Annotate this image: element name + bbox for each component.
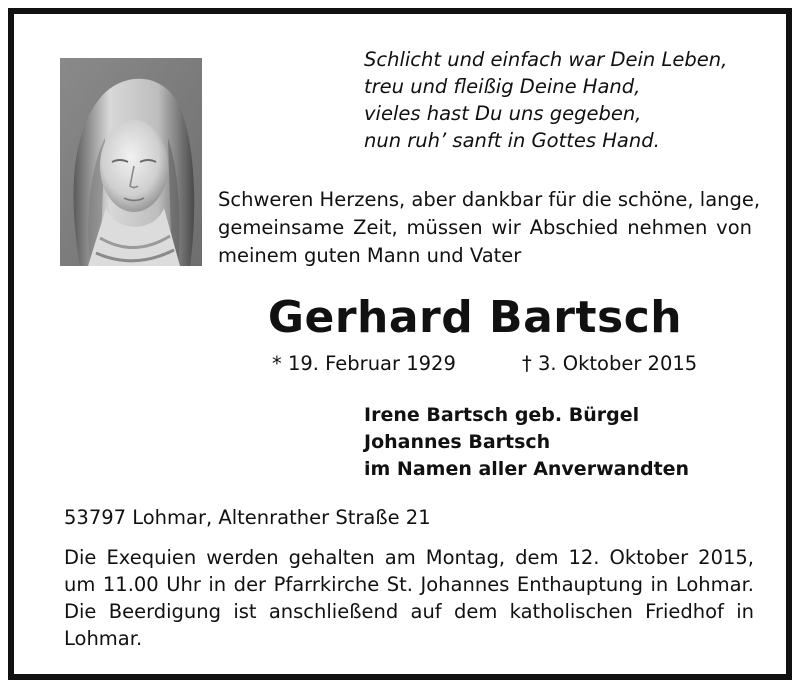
mourners <box>364 402 689 483</box>
life-dates <box>272 352 698 375</box>
poem <box>364 46 727 154</box>
mourner-line: Johannes Bartsch <box>364 431 551 453</box>
birth-date: * 19. Februar 1929 <box>272 352 456 375</box>
intro-line: Schweren Herzens, aber dankbar für die schöne, lange, <box>218 188 761 211</box>
mourner-line: im Namen aller Anverwandten <box>364 458 690 480</box>
poem-line: treu und fleißig Deine Hand, <box>364 75 641 98</box>
poem-line: Schlicht und einfach war Dein Leben, <box>364 48 728 71</box>
deceased-name: Gerhard Bartsch <box>267 292 683 343</box>
poem-line: nun ruh’ sanft in Gottes Hand. <box>364 129 660 152</box>
service-info <box>64 544 754 652</box>
madonna-photo <box>60 58 202 266</box>
mourner-line: Irene Bartsch geb. Bürgel <box>364 404 640 426</box>
intro-line: gemeinsame Zeit, müssen wir Abschied nehmen von <box>218 216 752 239</box>
service-line: Lohmar. <box>64 627 143 650</box>
obituary-notice <box>8 8 792 680</box>
address: 53797 Lohmar, Altenrather Straße 21 <box>64 506 431 529</box>
service-line: Die Beerdigung ist anschließend auf dem katholischen Friedhof in <box>64 600 754 623</box>
service-line: um 11.00 Uhr in der Pfarrkirche St. Johannes Enthauptung in Lohmar. <box>64 573 754 596</box>
poem-line: vieles hast Du uns gegeben, <box>364 102 642 125</box>
service-line: Die Exequien werden gehalten am Montag, dem 12. Oktober 2015, <box>64 546 754 569</box>
death-date: † 3. Oktober 2015 <box>522 352 698 375</box>
intro-text <box>218 186 761 270</box>
intro-line: meinem guten Mann und Vater <box>218 244 522 267</box>
